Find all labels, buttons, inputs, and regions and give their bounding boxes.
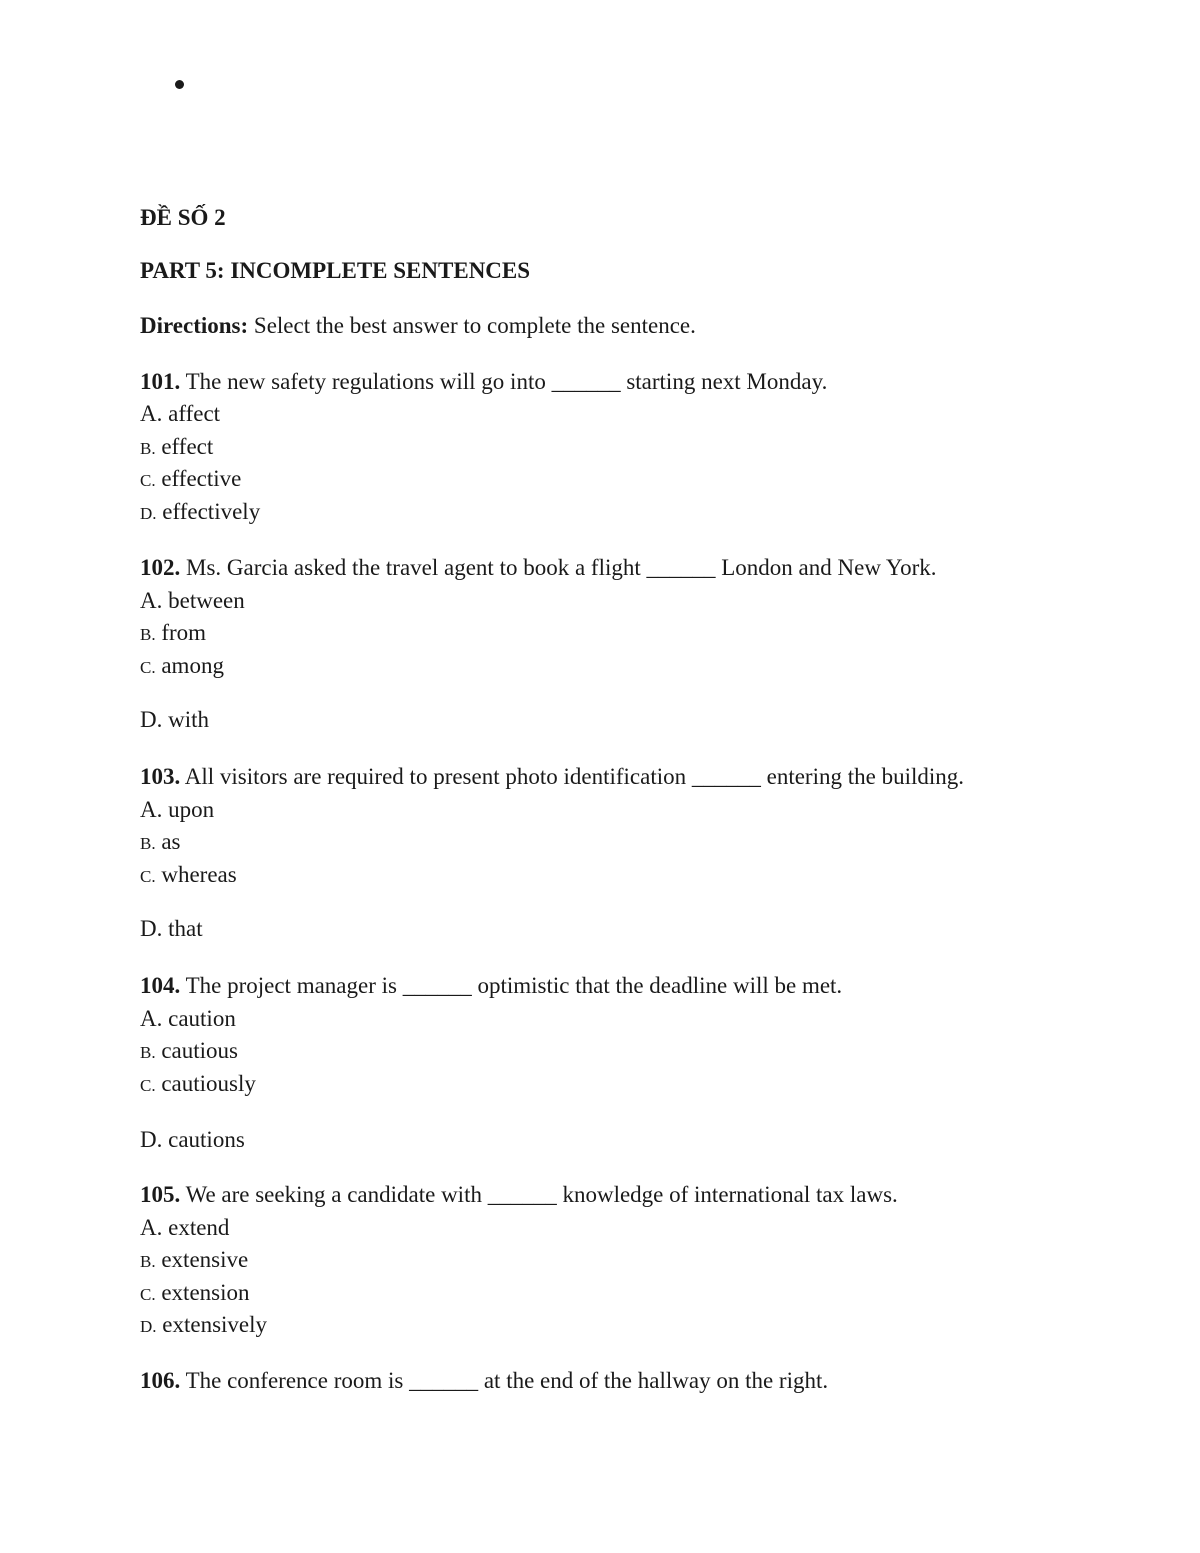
question-103: [140, 762, 964, 792]
option-letter: A.: [140, 401, 163, 426]
option-text: whereas: [155, 862, 237, 887]
option-text: affect: [162, 401, 221, 426]
question-text: The new safety regulations will go into ______ starting next Monday.: [180, 369, 828, 394]
option-letter: B.: [140, 439, 156, 458]
part-title: PART 5: INCOMPLETE SENTENCES: [140, 258, 531, 283]
option-102-c: [140, 651, 224, 683]
option-103-c: [140, 860, 237, 892]
option-letter: C.: [140, 658, 156, 677]
option-letter: D.: [140, 504, 157, 523]
option-101-c: [140, 464, 241, 496]
question-text: Ms. Garcia asked the travel agent to book a flight ______ London and New York.: [180, 555, 937, 580]
option-text: from: [155, 620, 207, 645]
question-text: All visitors are required to present photo identification ______ entering the building.: [180, 764, 965, 789]
option-text: effectively: [156, 499, 261, 524]
option-104-d: [140, 1125, 245, 1155]
option-text: cautions: [162, 1127, 245, 1152]
question-text: The project manager is ______ optimistic that the deadline will be met.: [180, 973, 843, 998]
option-105-b: [140, 1245, 248, 1277]
option-letter: C.: [140, 471, 156, 490]
option-104-a: [140, 1004, 236, 1034]
question-number: 102.: [140, 555, 181, 580]
option-text: cautious: [155, 1038, 238, 1063]
option-letter: B.: [140, 625, 156, 644]
option-105-d: [140, 1310, 267, 1342]
option-letter: B.: [140, 1043, 156, 1062]
option-104-b: [140, 1036, 238, 1068]
option-text: upon: [162, 797, 215, 822]
question-106: [140, 1366, 828, 1396]
option-letter: D.: [140, 707, 163, 732]
option-text: as: [155, 829, 181, 854]
option-102-b: [140, 618, 206, 650]
option-text: effect: [155, 434, 214, 459]
option-102-d: [140, 705, 209, 735]
question-105: [140, 1180, 898, 1210]
option-101-b: [140, 432, 213, 464]
option-letter: D.: [140, 1317, 157, 1336]
question-102: [140, 553, 937, 583]
option-text: with: [162, 707, 210, 732]
directions: [140, 311, 696, 341]
option-letter: D.: [140, 916, 163, 941]
option-104-c: [140, 1069, 256, 1101]
option-103-d: [140, 914, 203, 944]
option-letter: A.: [140, 1006, 163, 1031]
question-number: 105.: [140, 1182, 181, 1207]
question-101: [140, 367, 827, 397]
option-105-a: [140, 1213, 229, 1243]
option-text: extension: [155, 1280, 250, 1305]
option-letter: A.: [140, 588, 163, 613]
option-letter: A.: [140, 1215, 163, 1240]
question-number: 104.: [140, 973, 181, 998]
option-105-c: [140, 1278, 250, 1310]
option-text: effective: [155, 466, 242, 491]
option-101-a: [140, 399, 220, 429]
option-text: caution: [162, 1006, 236, 1031]
option-text: extensively: [156, 1312, 268, 1337]
option-letter: C.: [140, 867, 156, 886]
question-104: [140, 971, 842, 1001]
option-102-a: [140, 586, 245, 616]
option-text: between: [162, 588, 245, 613]
option-letter: B.: [140, 1252, 156, 1271]
option-letter: C.: [140, 1076, 156, 1095]
option-letter: A.: [140, 797, 163, 822]
option-text: among: [155, 653, 224, 678]
option-101-d: [140, 497, 260, 529]
option-letter: B.: [140, 834, 156, 853]
option-letter: D.: [140, 1127, 163, 1152]
option-text: that: [162, 916, 203, 941]
question-text: We are seeking a candidate with ______ knowledge of international tax laws.: [180, 1182, 898, 1207]
option-letter: C.: [140, 1285, 156, 1304]
question-number: 101.: [140, 369, 181, 394]
question-text: The conference room is ______ at the end of the hallway on the right.: [180, 1368, 829, 1393]
option-text: extend: [162, 1215, 230, 1240]
option-text: extensive: [155, 1247, 249, 1272]
question-number: 106.: [140, 1368, 181, 1393]
question-number: 103.: [140, 764, 181, 789]
directions-label: Directions:: [140, 313, 249, 338]
option-text: cautiously: [155, 1071, 256, 1096]
exam-title: ĐỀ SỐ 2: [140, 205, 226, 230]
directions-text: Select the best answer to complete the sentence.: [248, 313, 696, 338]
option-103-a: [140, 795, 214, 825]
option-103-b: [140, 827, 181, 859]
bullet-dot: [175, 80, 184, 89]
